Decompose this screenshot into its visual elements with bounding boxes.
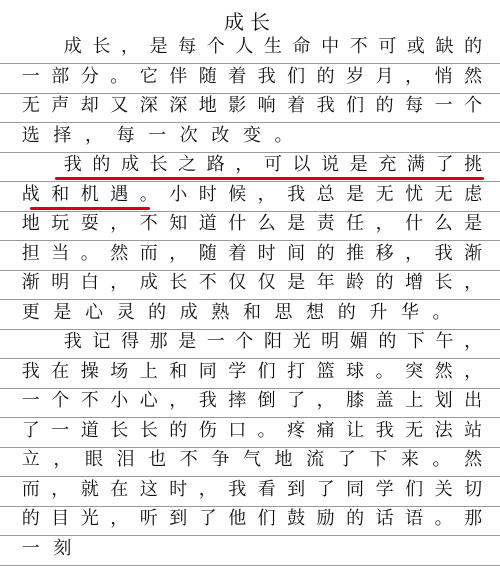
red-underline [55,177,484,180]
essay-line: 的 目 光 ， 听 到 了 他 们 鼓 励 的 话 语 。 那 [21,508,483,529]
essay-line: 选 择 ， 每 一 次 改 变 。 [21,124,293,146]
essay-line: 渐 明 白 ， 成 长 不 仅 仅 是 年 龄 的 增 长 ， [21,272,483,293]
essay-line: 战 和 机 遇 。 小 时 候 ， 我 总 是 无 忧 无 虑 [21,183,483,205]
essay-line: 一 个 不 小 心 ， 我 摔 倒 了 ， 膝 盖 上 划 出 [21,390,483,411]
essay-line: 而 ， 就 在 这 时 ， 我 看 到 了 同 学 们 关 切 [21,478,483,500]
essay-line: 立 ， 眼 泪 也 不 争 气 地 流 了 下 来 。 然 [21,449,483,470]
essay-line: 我 的 成 长 之 路 ， 可 以 说 是 充 满 了 挑 [63,154,483,175]
essay-line: 我 在 操 场 上 和 同 学 们 打 篮 球 。 突 然 ， [21,360,483,382]
essay-line: 更 是 心 灵 的 成 熟 和 思 想 的 升 华 。 [21,301,451,323]
essay-line: 成 长 ， 是 每 个 人 生 命 中 不 可 或 缺 的 [63,36,483,57]
ruled-line [0,565,500,566]
essay-title: 成长 [224,10,276,34]
essay-line: 一 部 分 。 它 伴 随 着 我 们 的 岁 月 ， 悄 然 [21,65,483,87]
red-underline [30,207,150,210]
essay-line: 无 声 却 又 深 深 地 影 响 着 我 们 的 每 一 个 [21,95,483,116]
essay-line: 地 玩 耍 ， 不 知 道 什 么 是 责 任 ， 什 么 是 [21,213,483,234]
essay-line: 担 当 。 然 而 ， 随 着 时 间 的 推 移 ， 我 渐 [21,242,483,264]
essay-line: 一 刻 [21,537,72,559]
essay-line: 了 一 道 长 长 的 伤 口 。 疼 痛 让 我 无 法 站 [21,419,483,441]
essay-line: 我 记 得 那 是 一 个 阳 光 明 媚 的 下 午 ， [63,331,483,352]
